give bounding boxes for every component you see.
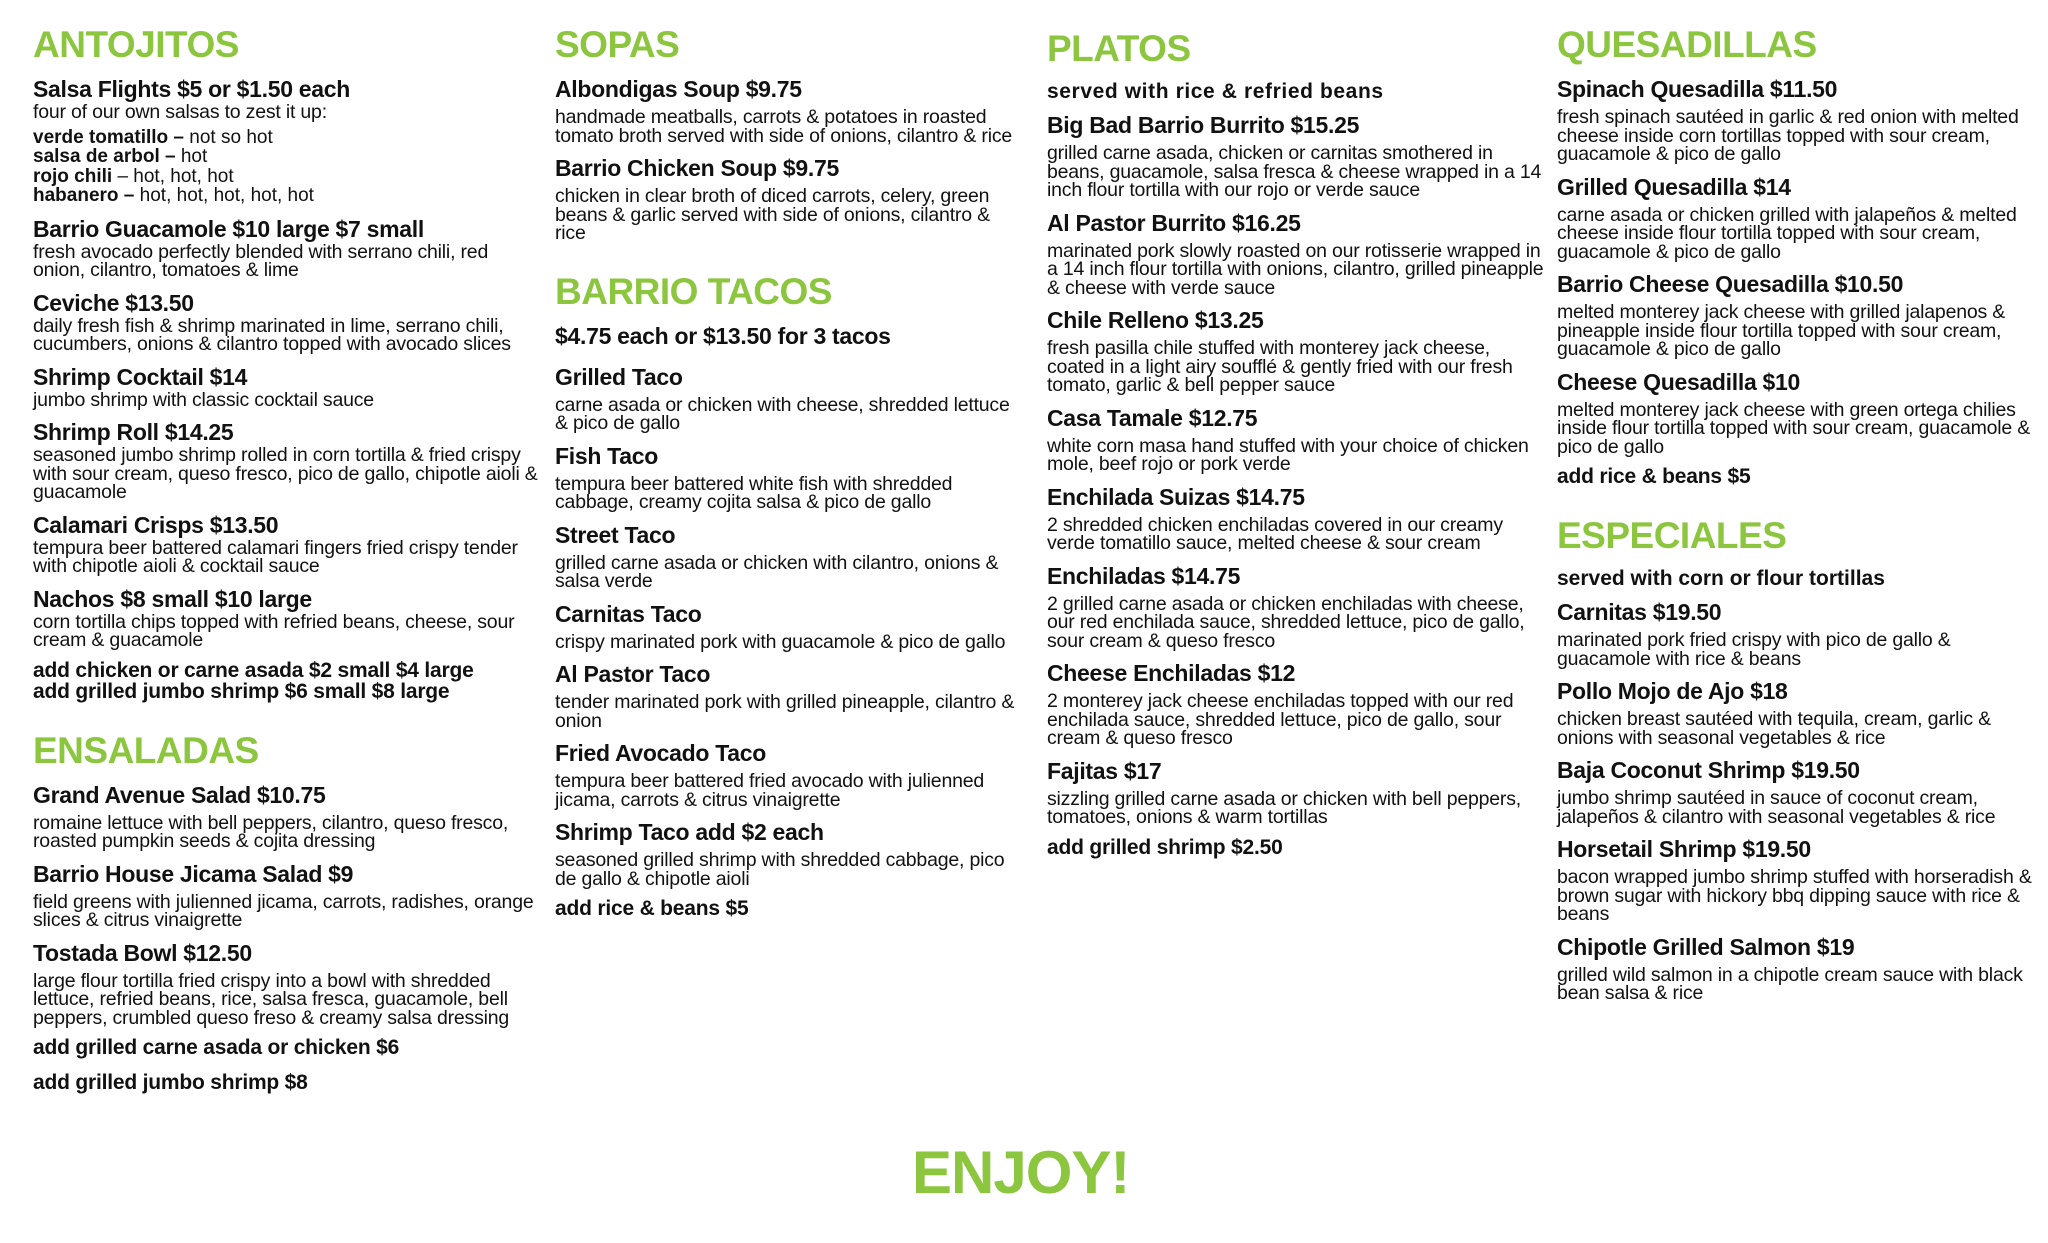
menu-item xyxy=(555,76,1025,145)
item-name: Salsa Flights $5 or $1.50 each xyxy=(33,76,350,102)
item-name: Nachos $8 small $10 large xyxy=(33,585,312,612)
platos-list xyxy=(1047,112,1552,827)
item-description: crispy marinated pork with guacamole & pico de gallo xyxy=(555,630,1006,653)
salsa-list xyxy=(33,128,538,206)
menu-item xyxy=(1047,210,1552,298)
item-description: grilled carne asada or chicken with cilantro, onions & salsa verde xyxy=(555,551,999,592)
section-title-barrio-tacos: BARRIO TACOS xyxy=(555,270,832,312)
item-name: Shrimp Roll $14.25 xyxy=(33,419,234,445)
item-description: chicken in clear broth of diced carrots, celery, green beans & garlic served with side of onions, cilantro & rice xyxy=(555,185,990,244)
item-name: Fish Taco xyxy=(555,442,658,469)
salsa-name: salsa de arbol – xyxy=(33,146,181,167)
menu-item xyxy=(1047,112,1552,200)
menu-column-3 xyxy=(1047,22,1552,872)
item-description: bacon wrapped jumbo shrimp stuffed with horseradish & brown sugar with hickory bbq dipping sauce with rice & beans xyxy=(1557,866,2032,925)
item-name: Grand Avenue Salad $10.75 xyxy=(33,781,326,808)
item-name: Cheese Enchiladas $12 xyxy=(1047,660,1296,686)
item-description: fresh spinach sautéed in garlic & red onion with melted cheese inside corn tortillas topped with sour cream, guacamole & pico de gallo xyxy=(1557,106,2019,165)
addon-note: add chicken or carne asada $2 small $4 large xyxy=(33,658,474,682)
item-description: carne asada or chicken with cheese, shredded lettuce & pico de gallo xyxy=(555,393,1010,434)
item-description: melted monterey jack cheese with grilled jalapenos & pineapple inside flour tortilla topped with sour cream, guacamole & pico de gallo xyxy=(1557,301,2006,360)
item-name: Carnitas $19.50 xyxy=(1557,599,1722,625)
item-name: Grilled Taco xyxy=(555,363,683,390)
item-name: Casa Tamale $12.75 xyxy=(1047,404,1258,431)
platos-note: served with rice & refried beans xyxy=(1047,80,1384,103)
section-title-quesadillas: QUESADILLAS xyxy=(1557,24,1817,65)
menu-item xyxy=(1557,174,2032,262)
item-description: grilled wild salmon in a chipotle cream sauce with black bean salsa & rice xyxy=(1557,963,2023,1004)
section-title-especiales: ESPECIALES xyxy=(1557,515,1787,556)
menu-item xyxy=(33,216,538,280)
section-title-antojitos: ANTOJITOS xyxy=(33,24,239,65)
item-name: Big Bad Barrio Burrito $15.25 xyxy=(1047,112,1360,138)
menu-item xyxy=(33,861,538,930)
menu-item xyxy=(1047,405,1552,474)
salsa-name: rojo chili xyxy=(33,165,118,187)
item-description: jumbo shrimp sautéed in sauce of coconut cream, jalapeños & cilantro with seasonal vegetables & rice xyxy=(1557,787,1996,828)
enjoy-footer: ENJOY! xyxy=(912,1139,1130,1206)
menu-item xyxy=(1047,758,1552,827)
item-description: seasoned jumbo shrimp rolled in corn tortilla & fried crispy with sour cream, queso fresco, pico de gallo, chipotle aioli & guacamole xyxy=(33,444,538,503)
addon-note: add grilled jumbo shrimp $8 xyxy=(33,1071,308,1094)
salsa-row xyxy=(33,186,538,206)
item-description: four of our own salsas to zest it up: xyxy=(33,101,327,123)
item-name: Baja Coconut Shrimp $19.50 xyxy=(1557,757,1860,783)
item-name: Barrio Cheese Quesadilla $10.50 xyxy=(1557,271,1904,297)
menu-item xyxy=(33,76,538,206)
sopas-list xyxy=(555,76,1025,243)
section-title-sopas: SOPAS xyxy=(555,24,680,65)
item-description: marinated pork fried crispy with pico de gallo & guacamole with rice & beans xyxy=(1557,629,1951,670)
menu-item xyxy=(1557,369,2032,457)
addon-note: add rice & beans $5 xyxy=(555,897,749,920)
item-name: Fajitas $17 xyxy=(1047,757,1162,784)
menu-column-1 xyxy=(33,22,538,1107)
item-name: Shrimp Taco add $2 each xyxy=(555,819,824,845)
menu-item xyxy=(555,819,1025,888)
menu-item xyxy=(1557,271,2032,359)
item-description: fresh pasilla chile stuffed with monterey jack cheese, coated in a light airy soufflé & gently fried with our fresh tomato, garlic & bell pepper sauce xyxy=(1047,337,1513,396)
item-description: tempura beer battered fried avocado with julienned jicama, carrots & citrus vinaigrette xyxy=(555,770,985,811)
salsa-name: verde tomatillo – xyxy=(33,126,190,148)
item-name: Fried Avocado Taco xyxy=(555,740,767,766)
section-title-platos: PLATOS xyxy=(1047,28,1191,69)
menu-item xyxy=(1557,599,2032,668)
item-name: Pollo Mojo de Ajo $18 xyxy=(1557,678,1788,704)
addon-group xyxy=(33,660,538,702)
especiales-list xyxy=(1557,599,2032,1003)
item-description: large flour tortilla fried crispy into a bowl with shredded lettuce, refried beans, rice, salsa fresca, guacamole, bell peppers, crumbled queso freso & creamy salsa dressing xyxy=(33,969,510,1029)
item-name: Tostada Bowl $12.50 xyxy=(33,939,252,966)
item-name: Chile Relleno $13.25 xyxy=(1047,307,1264,333)
menu-item xyxy=(1047,484,1552,553)
item-description: seasoned grilled shrimp with shredded cabbage, pico de gallo & chipotle aioli xyxy=(555,849,1005,890)
menu-item xyxy=(33,586,538,650)
menu-item xyxy=(33,940,538,1028)
item-description: 2 shredded chicken enchiladas covered in our creamy verde tomatillo sauce, melted cheese & sour cream xyxy=(1047,513,1503,554)
item-name: Barrio House Jicama Salad $9 xyxy=(33,860,354,887)
item-description: handmade meatballs, carrots & potatoes in roasted tomato broth served with side of onions, cilantro & rice xyxy=(555,106,1013,147)
item-description: fresh avocado perfectly blended with serrano chili, red onion, cilantro, tomatoes & lime xyxy=(33,240,489,281)
item-description: grilled carne asada, chicken or carnitas smothered in beans, guacamole, salsa fresca & cheese wrapped in a 14 inch flour tortilla with our rojo or verde sauce xyxy=(1047,142,1542,201)
item-name: Enchiladas $14.75 xyxy=(1047,562,1241,589)
menu-column-4 xyxy=(1557,22,2032,1013)
salsa-row xyxy=(33,128,538,148)
quesadillas-list xyxy=(1557,76,2032,456)
item-description: white corn masa hand stuffed with your choice of chicken mole, beef rojo or pork verde xyxy=(1047,434,1529,475)
menu-item xyxy=(33,512,538,576)
item-name: Barrio Guacamole $10 large $7 small xyxy=(33,215,424,242)
item-name: Calamari Crisps $13.50 xyxy=(33,511,279,538)
item-name: Grilled Quesadilla $14 xyxy=(1557,173,1791,200)
menu-item xyxy=(1557,678,2032,747)
item-name: Carnitas Taco xyxy=(555,600,702,627)
addon-note: add rice & beans $5 xyxy=(1557,465,1751,488)
addon-note: add grilled carne asada or chicken $6 xyxy=(33,1036,400,1059)
item-description: corn tortilla chips topped with refried beans, cheese, sour cream & guacamole xyxy=(33,610,515,651)
salsa-row xyxy=(33,147,538,167)
item-name: Cheese Quesadilla $10 xyxy=(1557,368,1801,395)
menu-column-2 xyxy=(555,22,1025,933)
menu-item xyxy=(33,419,538,502)
menu-item xyxy=(1047,660,1552,748)
item-description: marinated pork slowly roasted on our rotisserie wrapped in a 14 inch flour tortilla with onions, cilantro, grilled pineapple & cheese with verde sauce xyxy=(1047,239,1544,299)
tacos-price-note: $4.75 each or $13.50 for 3 tacos xyxy=(555,322,891,349)
section-title-ensaladas: ENSALADAS xyxy=(33,729,259,771)
ensaladas-list xyxy=(33,782,538,1028)
menu-item xyxy=(33,364,538,410)
menu-item xyxy=(555,601,1025,652)
item-description: daily fresh fish & shrimp marinated in lime, serrano chili, cucumbers, onions & cilantro topped with avocado slices xyxy=(33,314,511,355)
item-name: Horsetail Shrimp $19.50 xyxy=(1557,836,1811,862)
item-description: field greens with julienned jicama, carrots, radishes, orange slices & citrus vinaigrette xyxy=(33,890,534,931)
menu-item xyxy=(1557,836,2032,924)
item-description: romaine lettuce with bell peppers, cilantro, queso fresco, roasted pumpkin seeds & cojita dressing xyxy=(33,811,509,852)
item-description: jumbo shrimp with classic cocktail sauce xyxy=(33,388,374,411)
item-description: carne asada or chicken grilled with jalapeños & melted cheese inside flour tortilla topped with sour cream, guacamole & pico de gallo xyxy=(1557,203,2017,263)
menu-item xyxy=(1557,76,2032,164)
salsa-heat: hot, hot, hot, hot, hot xyxy=(139,185,314,206)
addon-note: add grilled shrimp $2.50 xyxy=(1047,835,1283,859)
item-description: melted monterey jack cheese with green ortega chilies inside flour tortilla topped with sour cream, guacamole & pico de gallo xyxy=(1557,398,2031,458)
item-name: Chipotle Grilled Salmon $19 xyxy=(1557,933,1855,960)
salsa-heat: hot xyxy=(180,146,208,167)
salsa-heat: not so hot xyxy=(189,126,273,148)
item-description: sizzling grilled carne asada or chicken with bell peppers, tomatoes, onions & warm tortillas xyxy=(1047,787,1521,828)
item-name: Street Taco xyxy=(555,521,676,548)
salsa-heat: – hot, hot, hot xyxy=(117,165,234,187)
item-description: tempura beer battered white fish with shredded cabbage, creamy cojita salsa & pico de gallo xyxy=(555,472,953,513)
item-name: Barrio Chicken Soup $9.75 xyxy=(555,155,839,181)
addon-note: add grilled jumbo shrimp $6 small $8 large xyxy=(33,679,450,703)
item-description: chicken breast sautéed with tequila, cream, garlic & onions with seasonal vegetables & rice xyxy=(1557,708,1991,749)
menu-item xyxy=(555,661,1025,730)
menu-item xyxy=(33,290,538,354)
item-description: tender marinated pork with grilled pineapple, cilantro & onion xyxy=(555,691,1015,732)
item-name: Shrimp Cocktail $14 xyxy=(33,363,248,390)
menu-item xyxy=(555,522,1025,591)
item-name: Al Pastor Burrito $16.25 xyxy=(1047,209,1301,236)
menu-item xyxy=(555,443,1025,512)
item-name: Spinach Quesadilla $11.50 xyxy=(1557,76,1838,102)
item-name: Al Pastor Taco xyxy=(555,661,711,687)
salsa-row xyxy=(33,167,538,187)
menu-item xyxy=(1557,757,2032,826)
menu-item xyxy=(1047,307,1552,395)
menu-item xyxy=(1557,934,2032,1003)
menu-item xyxy=(555,155,1025,243)
item-description: tempura beer battered calamari fingers fried crispy tender with chipotle aioli & cocktail sauce xyxy=(33,536,518,577)
menu-item xyxy=(33,782,538,851)
tacos-list xyxy=(555,364,1025,889)
item-name: Ceviche $13.50 xyxy=(33,289,194,316)
especiales-note: served with corn or flour tortillas xyxy=(1557,567,1885,590)
salsa-name: habanero – xyxy=(33,185,140,206)
menu-item xyxy=(1047,563,1552,651)
item-description: 2 monterey jack cheese enchiladas topped with our red enchilada sauce, shredded lettuce, pico de gallo, sour cream & queso fresco xyxy=(1047,690,1514,749)
menu-item xyxy=(555,740,1025,809)
item-name: Albondigas Soup $9.75 xyxy=(555,76,802,102)
menu-item xyxy=(555,364,1025,433)
item-name: Enchilada Suizas $14.75 xyxy=(1047,483,1305,510)
item-description: 2 grilled carne asada or chicken enchiladas with cheese, our red enchilada sauce, shredded lettuce, pico de gallo, sour cream & queso fresco xyxy=(1047,592,1525,652)
